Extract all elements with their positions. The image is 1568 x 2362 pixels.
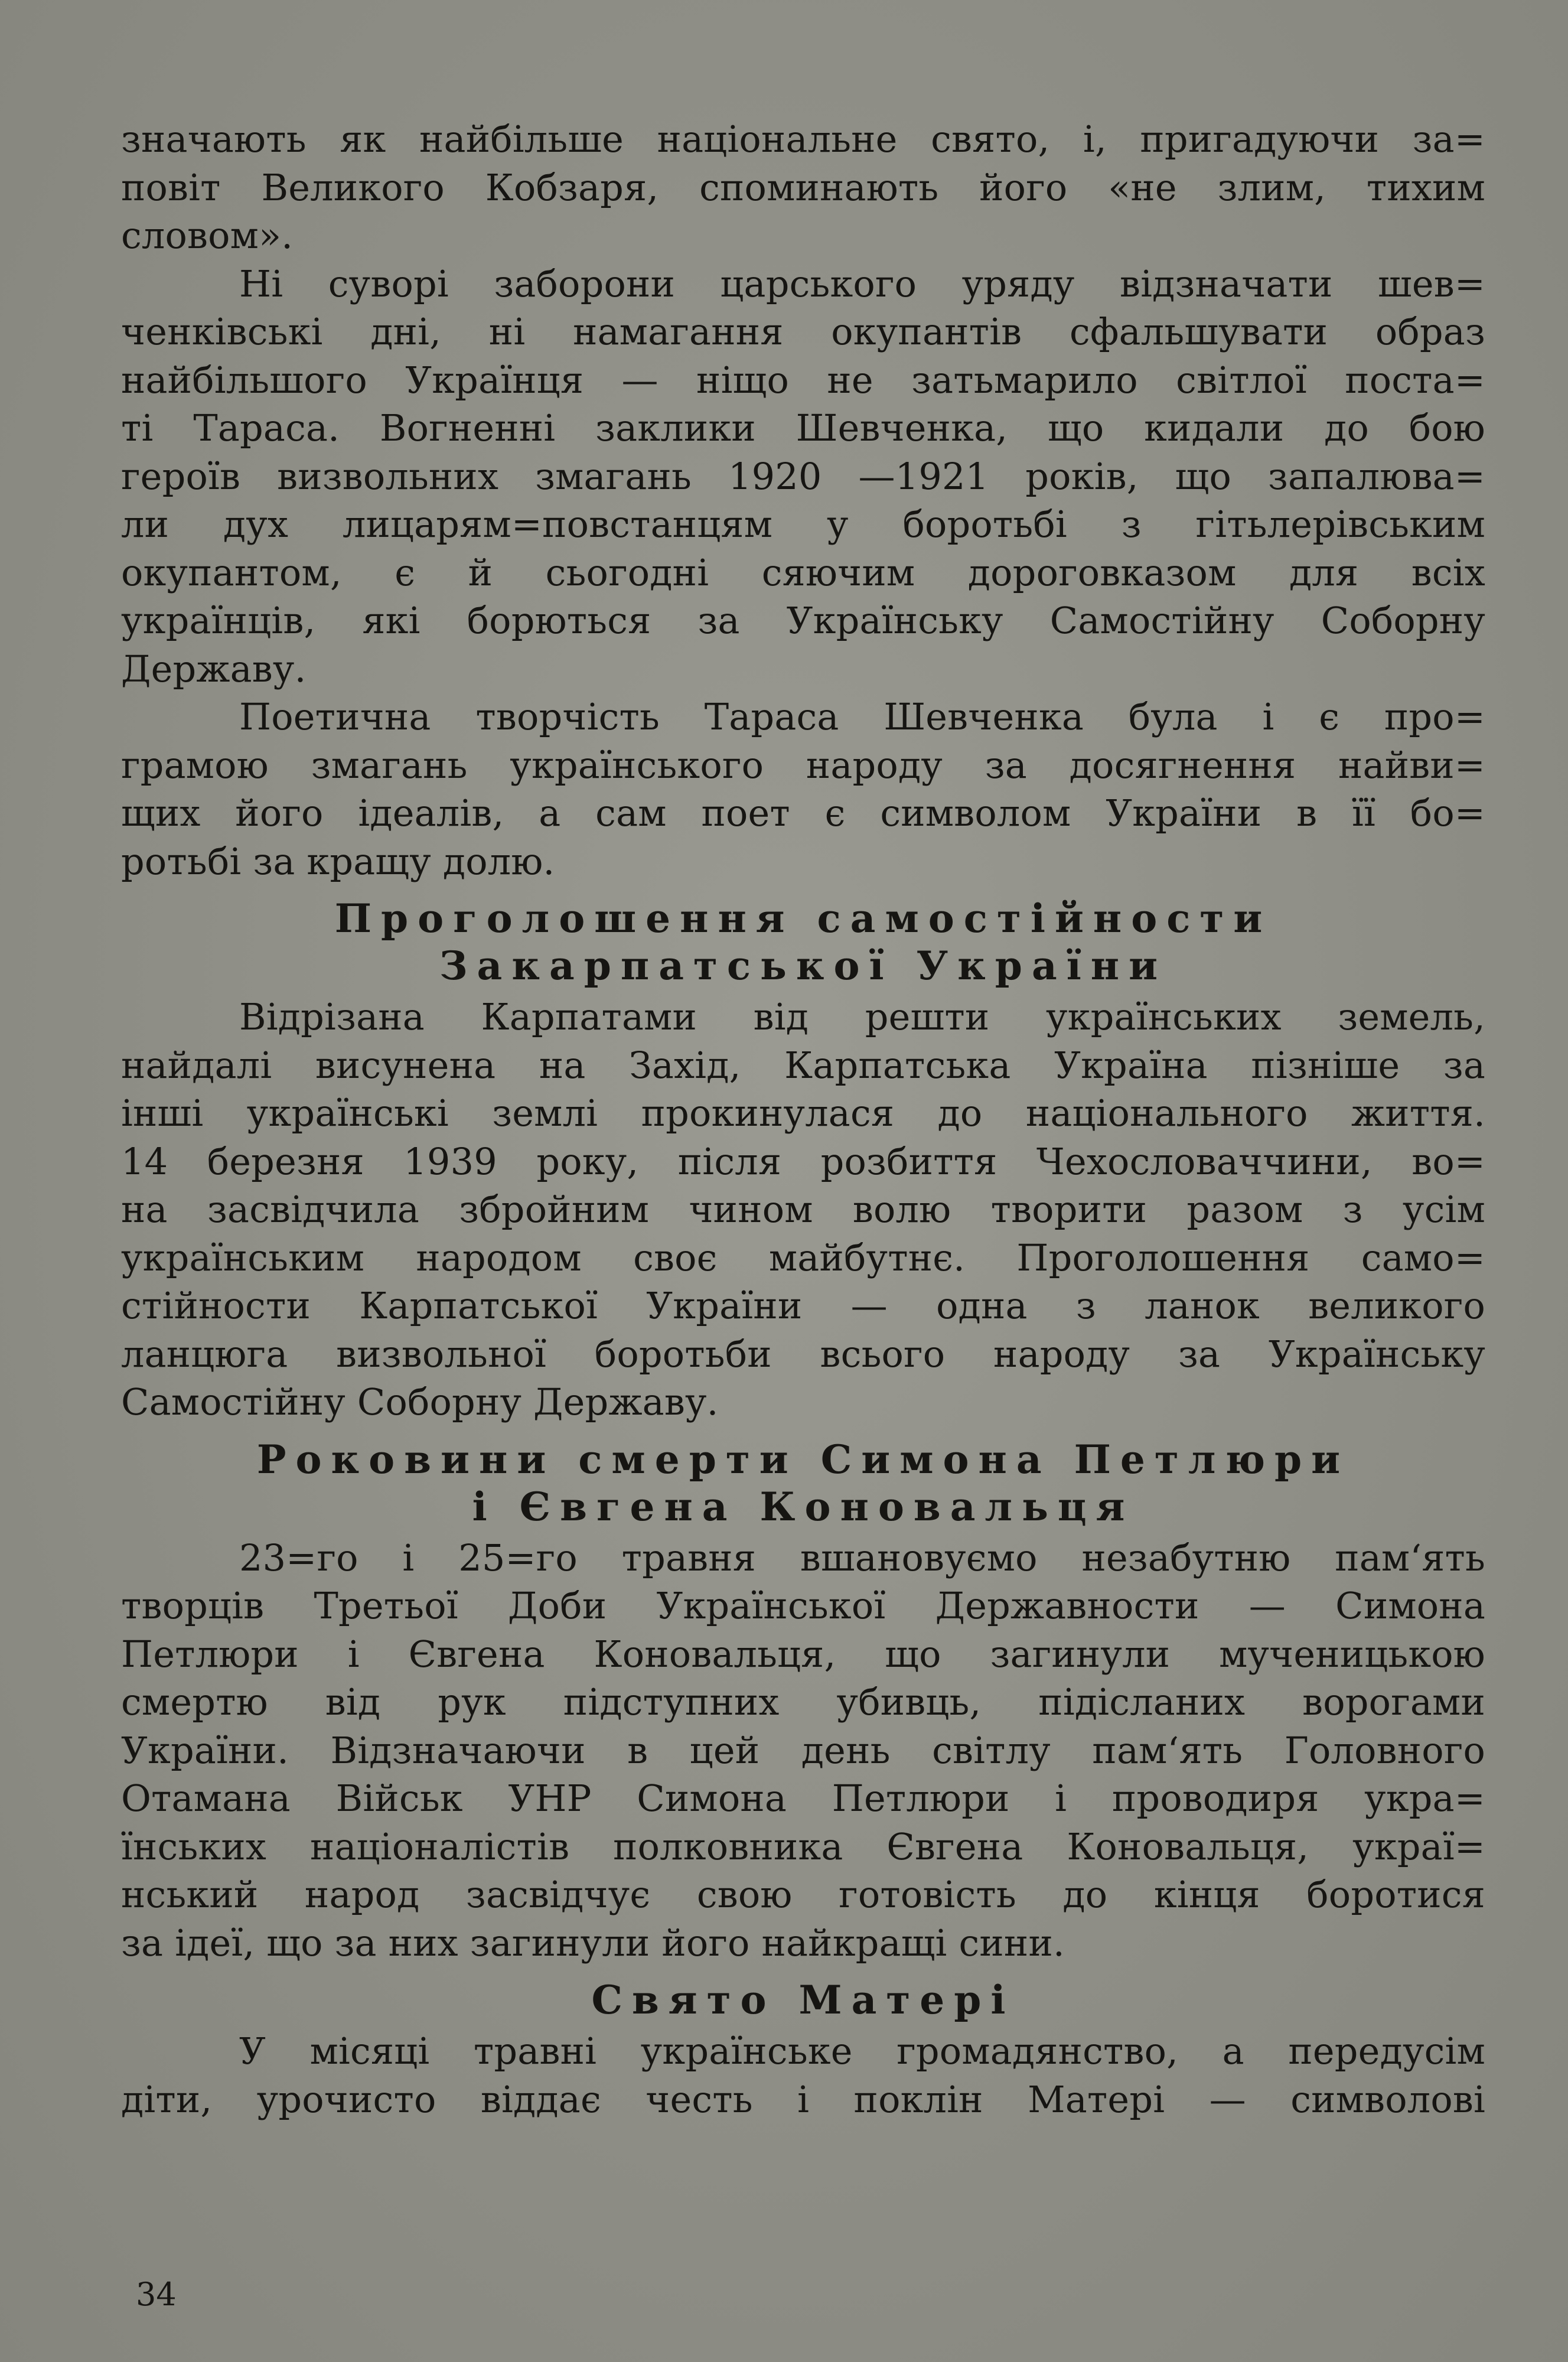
text-line: творців Третьої Доби Української Державности — Симона xyxy=(121,1584,1485,1627)
text-line: Ні суворі заборони царського уряду відзначати шев= xyxy=(239,262,1485,305)
text-line: щих його ідеалів, а сам поет є символом України в її бо= xyxy=(121,791,1485,835)
text-line: їнських націоналістів полковника Євгена Коновальця, украї= xyxy=(121,1825,1485,1868)
text-line: інші українські землі прокинулася до національного життя. xyxy=(121,1092,1485,1135)
text-line: повіт Великого Кобзаря, споминають його «не злим, тихим xyxy=(121,165,1485,209)
text-line: Петлюри і Євгена Коновальця, що загинули мученицькою xyxy=(121,1632,1485,1676)
page-number: 34 xyxy=(136,2276,177,2313)
text-line: 23=го і 25=го травня вшановуємо незабутню пам‘ять xyxy=(239,1536,1485,1579)
text-line: ротьбі за кращу долю. xyxy=(121,839,555,883)
text-line: стійности Карпатської України — одна з ланок великого xyxy=(121,1284,1485,1327)
text-line: 14 березня 1939 року, після розбиття Чехословаччини, во= xyxy=(121,1139,1485,1183)
text-line: ченківські дні, ні намагання окупантів сфальшувати образ xyxy=(121,310,1485,353)
text-line: Державу. xyxy=(121,647,307,690)
text-line: за ідеї, що за них загинули його найкращі сини. xyxy=(121,1921,1065,1964)
section-heading xyxy=(121,1976,1485,2024)
text-line: України. Відзначаючи в цей день світлу пам‘ять Головного xyxy=(121,1728,1485,1772)
heading-line: Свято Матері xyxy=(591,1977,1015,2023)
text-line: словом». xyxy=(121,214,294,257)
paragraph xyxy=(121,1534,1485,1967)
paragraph xyxy=(121,115,1485,260)
paragraph xyxy=(121,2027,1485,2123)
text-line: найдалі висунена на Захід, Карпатська Україна пізніше за xyxy=(121,1043,1485,1087)
text-line: Самостійну Соборну Державу. xyxy=(121,1380,719,1423)
text-line: ті Тараса. Вогненні заклики Шевченка, що кидали до бою xyxy=(121,406,1485,449)
heading-line: Проголошення самостійности xyxy=(334,895,1272,941)
text-line: Поетична творчість Тараса Шевченка була і є про= xyxy=(239,695,1485,738)
section-heading xyxy=(121,895,1485,989)
paragraph xyxy=(121,693,1485,885)
text-line: українським народом своє майбутнє. Проголошення само= xyxy=(121,1236,1485,1279)
text-line: діти, урочисто віддає честь і поклін Матері — символові xyxy=(121,2077,1485,2121)
paragraph xyxy=(121,260,1485,693)
text-line: на засвідчила збройним чином волю творити разом з усім xyxy=(121,1188,1485,1231)
paragraph xyxy=(121,993,1485,1426)
heading-line: Роковини смерти Симона Петлюри xyxy=(256,1436,1350,1483)
text-line: окупантом, є й сьогодні сяючим дороговказом для всіх xyxy=(121,550,1485,594)
text-line: ланцюга визвольної боротьби всього народу за Українську xyxy=(121,1332,1485,1376)
text-line: героїв визвольних змагань 1920 —1921 років, що запалюва= xyxy=(121,454,1485,498)
text-line: смертю від рук підступних убивць, підісланих ворогами xyxy=(121,1680,1485,1724)
text-line: У місяці травні українське громадянство, а передусім xyxy=(239,2029,1485,2073)
page-text xyxy=(121,115,1485,2123)
heading-line: Закарпатської України xyxy=(439,943,1168,989)
text-line: значають як найбільше національне свято, і, пригадуючи за= xyxy=(121,118,1485,161)
text-line: найбільшого Українця — ніщо не затьмарило світлої поста= xyxy=(121,358,1485,402)
section-heading xyxy=(121,1436,1485,1530)
text-line: Відрізана Карпатами від решти українських земель, xyxy=(239,995,1485,1038)
text-line: грамою змагань українського народу за досягнення найви= xyxy=(121,743,1485,787)
text-line: нський народ засвідчує свою готовість до кінця боротися xyxy=(121,1873,1485,1916)
text-line: українців, які борються за Українську Самостійну Соборну xyxy=(121,599,1485,642)
text-line: Отамана Військ УНР Симона Петлюри і проводиря укра= xyxy=(121,1777,1485,1820)
heading-line: і Євгена Коновальця xyxy=(472,1483,1135,1530)
text-line: ли дух лицарям=повстанцям у боротьбі з гітьлерівським xyxy=(121,503,1485,546)
